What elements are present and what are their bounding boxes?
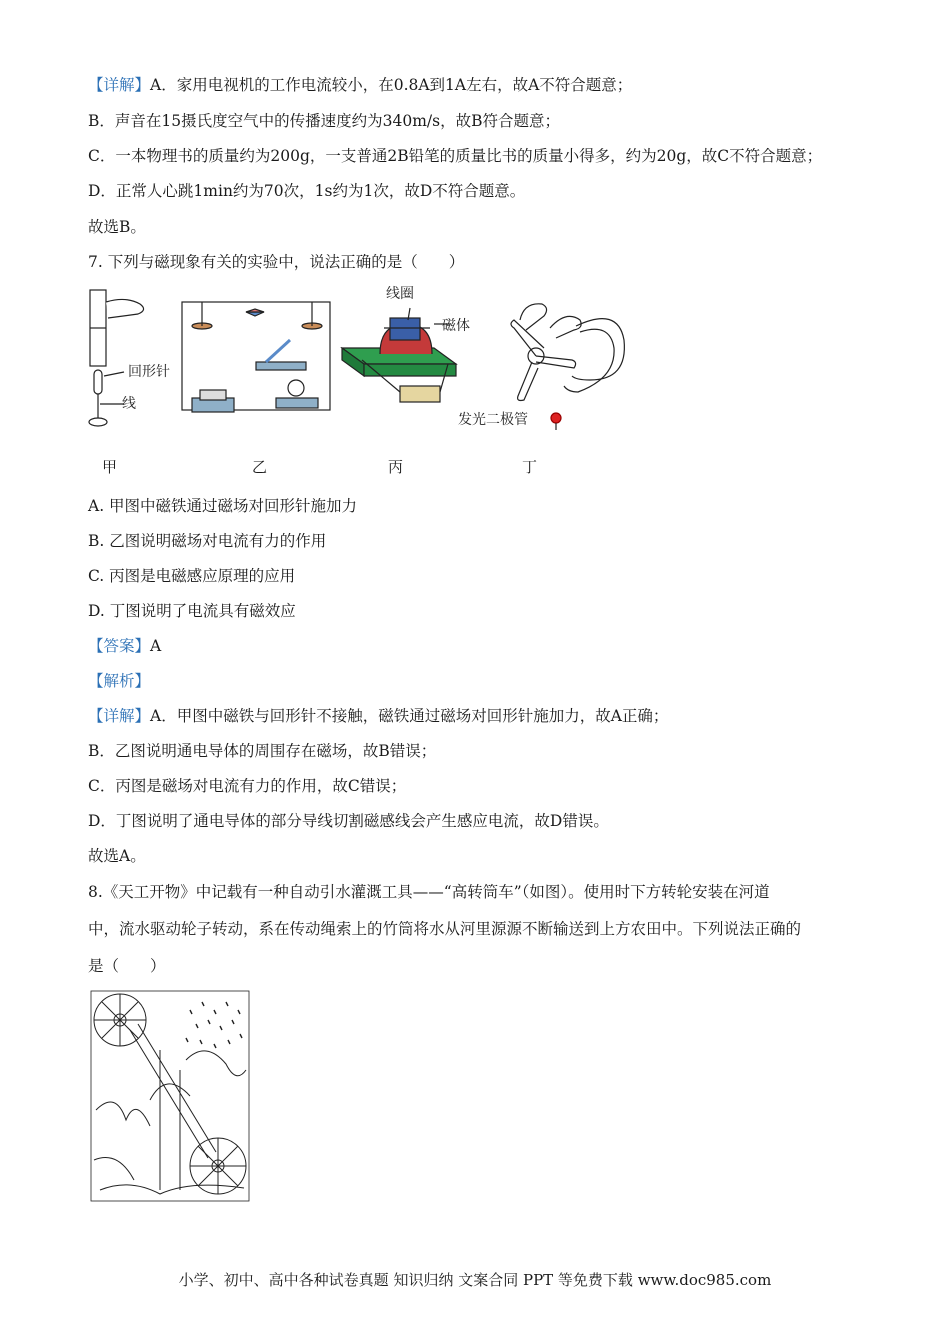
q7-conclusion: 故选A。 (88, 847, 146, 865)
detail-tag: 【详解】 (88, 707, 151, 725)
paperclip-icon (89, 370, 124, 426)
waterwheel-illustration (90, 990, 250, 1202)
prev-detail-line-c: C．一本物理书的质量约为200g，一支普通2B铅笔的质量比书的质量小得多，约为20g，故C不符合题意； (88, 147, 823, 165)
q7-stem: 7. 下列与磁现象有关的实验中，说法正确的是（ ） (88, 253, 465, 271)
led-label: 发光二极管 (458, 412, 528, 428)
q7-option-a: A. 甲图中磁铁通过磁场对回形针施加力 (88, 497, 358, 515)
caption-ding: 丁 (522, 458, 538, 476)
motor-apparatus (342, 308, 456, 402)
magnet-icon (90, 290, 144, 366)
q8-stem-line-2: 中，流水驱动轮子转动，系在传动绳索上的竹筒将水从河里源源不断输送到上方农田中。下列说法正确的 (88, 920, 802, 938)
answer-value: A (150, 637, 162, 655)
thread-label: 线 (122, 396, 136, 412)
q8-stem-line-3: 是（ ） (88, 957, 166, 975)
q8-stem-line-1: 8.《天工开物》中记载有一种自动引水灌溉工具——“高转筒车”（如图）。使用时下方转轮安装在河道 (88, 883, 770, 901)
magnet-label: 磁体 (442, 318, 470, 334)
caption-yi: 乙 (252, 458, 268, 476)
caption-jia: 甲 (102, 458, 118, 476)
prev-detail-line-a: 【详解】A．家用电视机的工作电流较小，在0.8A到1A左右，故A不符合题意； (88, 76, 633, 94)
clip-label: 回形针 (128, 364, 170, 380)
q7-option-b: B. 乙图说明磁场对电流有力的作用 (88, 532, 327, 550)
fan-generator (511, 304, 624, 430)
page-footer: 小学、初中、高中各种试卷真题 知识归纳 文案合同 PPT 等免费下载 www.doc985.com (178, 1271, 772, 1289)
prev-conclusion: 故选B。 (88, 218, 146, 236)
answer-tag: 【答案】 (88, 637, 151, 655)
q7-detail-line-a: 【详解】A．甲图中磁铁与回形针不接触，磁铁通过磁场对回形针施加力，故A正确； (88, 707, 669, 725)
prev-detail-line-b: B．声音在15摄氏度空气中的传播速度约为340m/s，故B符合题意； (88, 112, 560, 130)
oersted-circuit (182, 302, 330, 412)
q7-detail-line-c: C．丙图是磁场对电流有力的作用，故C错误； (88, 777, 407, 795)
q7-option-d: D. 丁图说明了电流具有磁效应 (88, 602, 296, 620)
prev-detail-line-d: D．正常人心跳1min约为70次，1s约为1次，故D不符合题意。 (88, 182, 526, 200)
q7-detail-line-b: B．乙图说明通电导体的周围存在磁场，故B错误； (88, 742, 437, 760)
caption-bing: 丙 (388, 458, 404, 476)
q7-answer (88, 635, 161, 657)
q7-analysis-tag: 【解析】 (88, 672, 151, 690)
coil-label: 线圈 (386, 286, 414, 302)
q7-option-c: C. 丙图是电磁感应原理的应用 (88, 567, 296, 585)
q7-detail-line-d: D．丁图说明了通电导体的部分导线切割磁感线会产生感应电流，故D错误。 (88, 812, 609, 830)
q7-figure (80, 280, 640, 455)
detail-tag: 【详解】 (88, 76, 151, 94)
